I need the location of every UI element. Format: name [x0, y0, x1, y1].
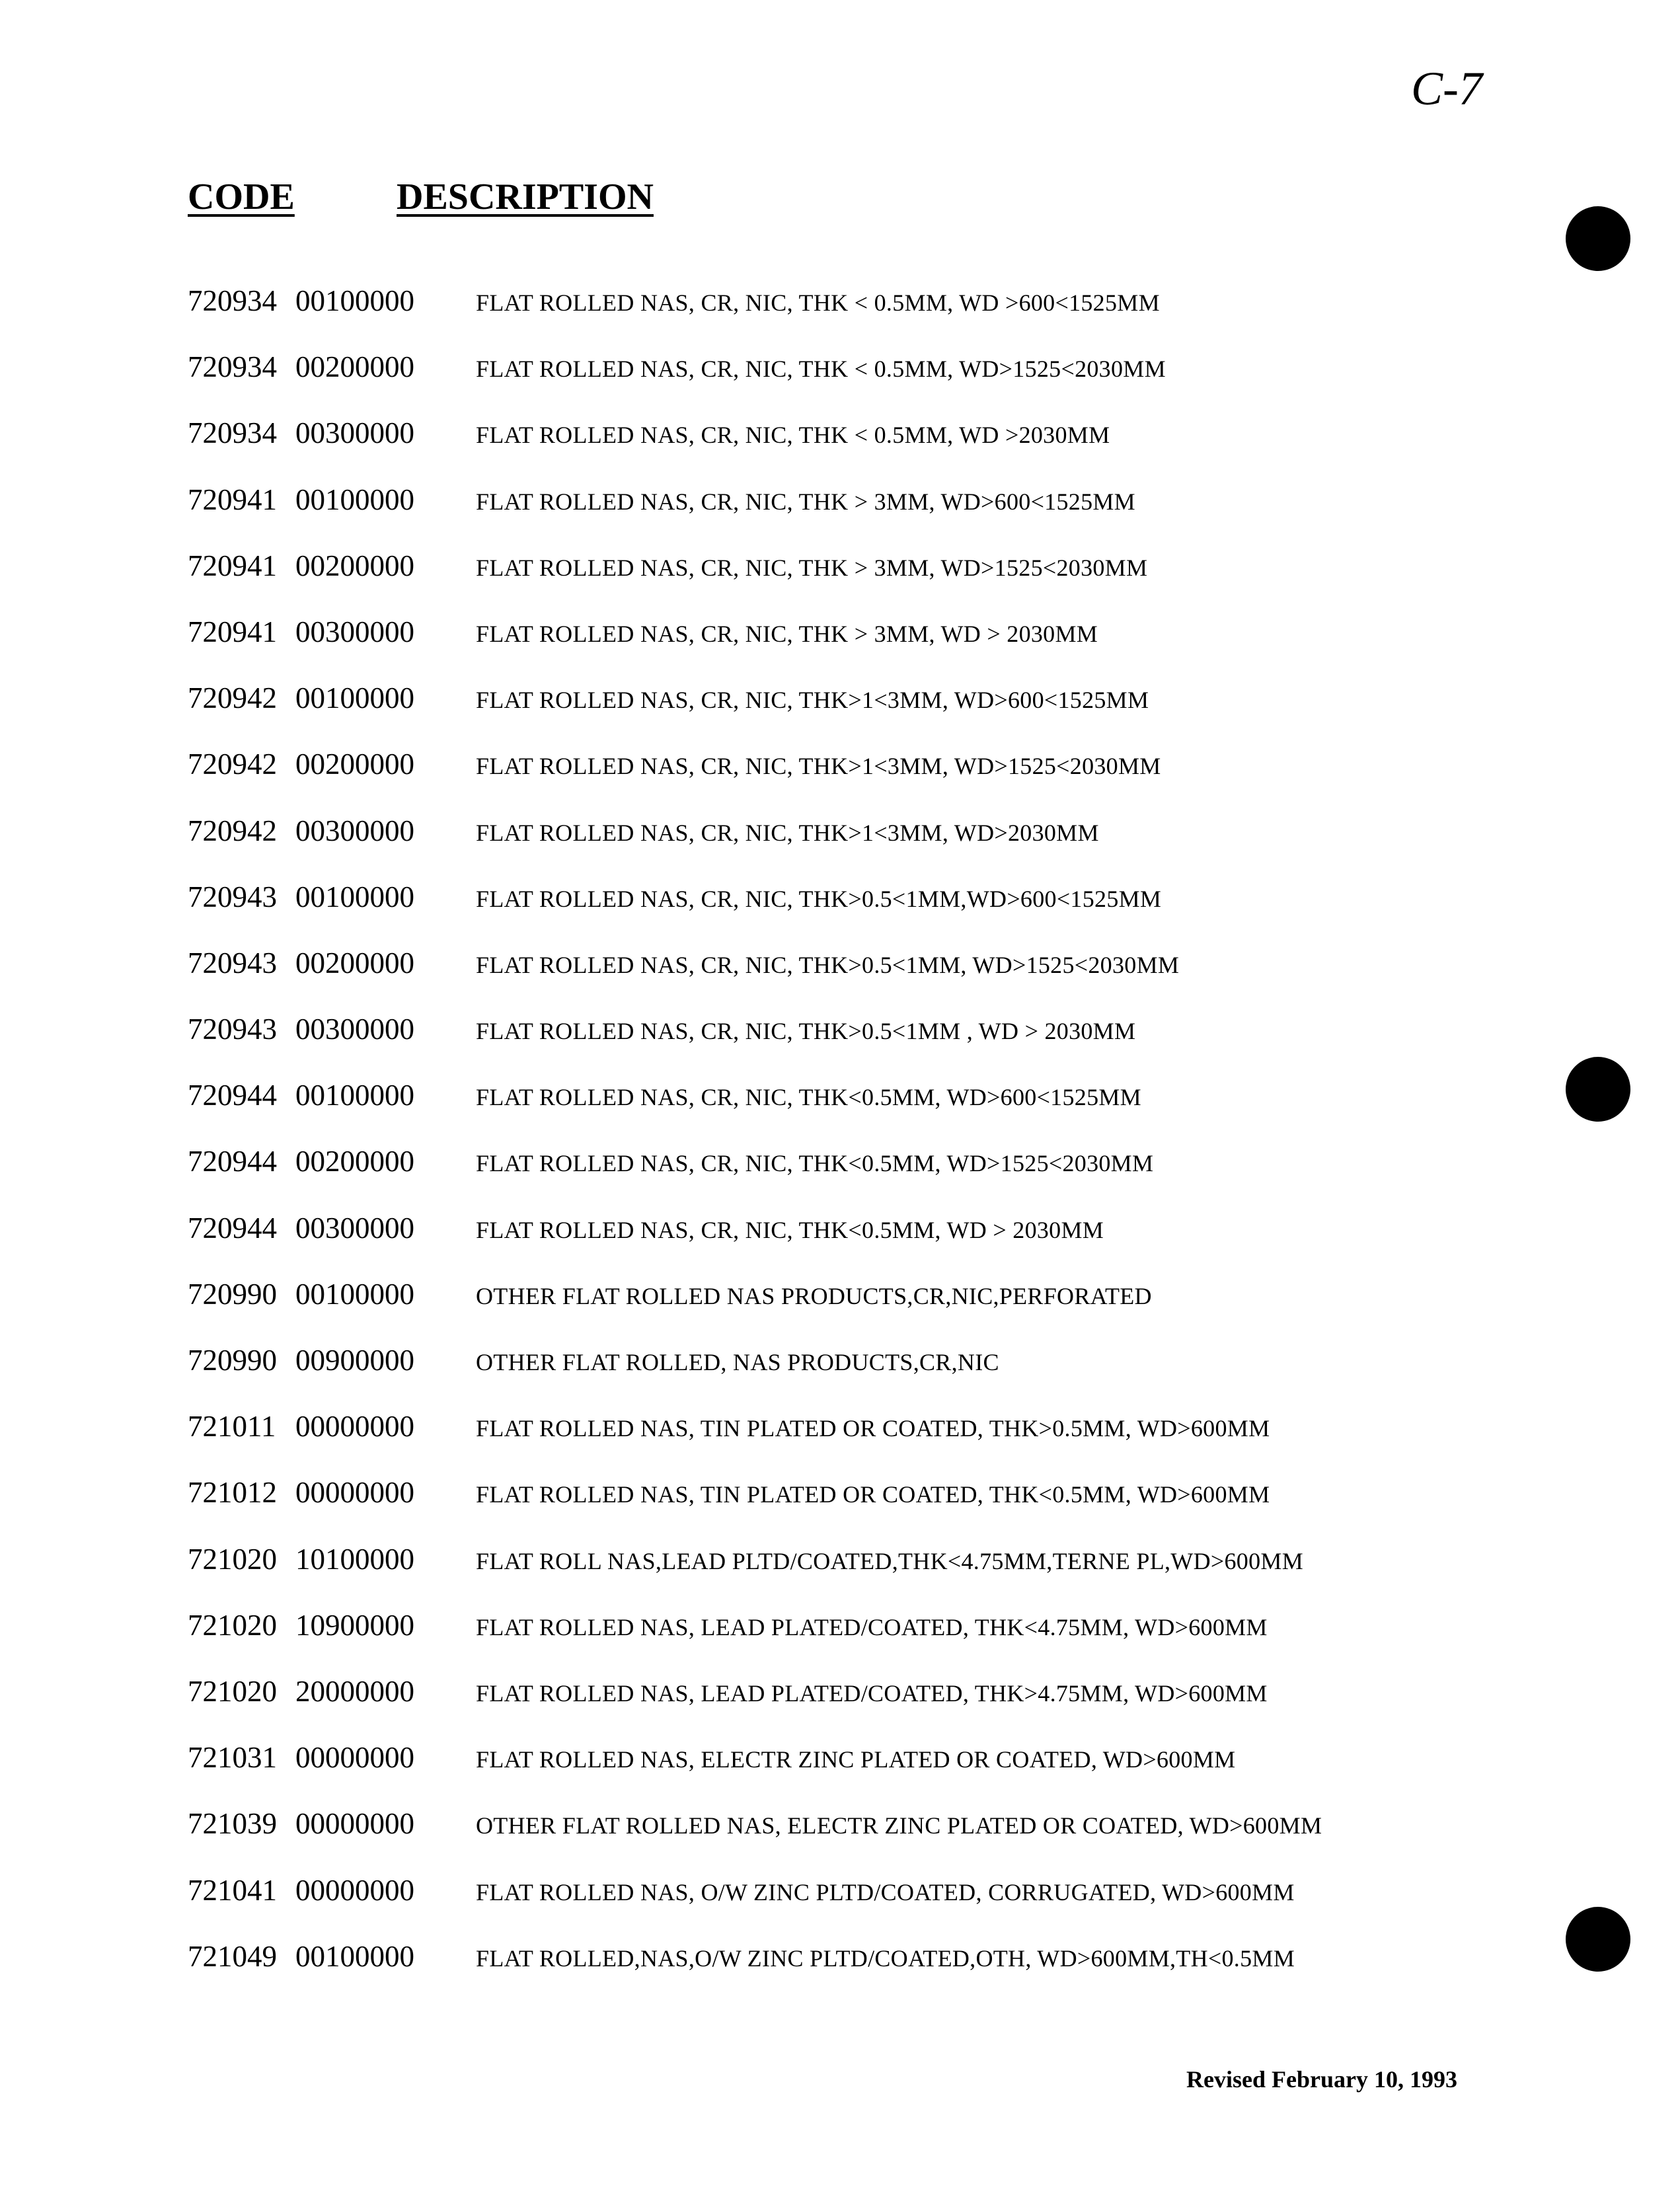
- table-row: [0, 615, 1680, 681]
- row-description: FLAT ROLLED NAS, CR, NIC, THK>1<3MM, WD>1525<2030MM: [476, 753, 1161, 780]
- row-code: 720934: [188, 350, 277, 384]
- row-subcode: 00000000: [295, 1410, 414, 1444]
- table-row: [0, 284, 1680, 350]
- row-code: 721011: [188, 1410, 276, 1444]
- row-description: FLAT ROLL NAS,LEAD PLTD/COATED,THK<4.75MM,TERNE PL,WD>600MM: [476, 1547, 1303, 1574]
- row-description: FLAT ROLLED NAS, LEAD PLATED/COATED, THK>4.75MM, WD>600MM: [476, 1679, 1268, 1707]
- row-subcode: 00300000: [295, 1211, 414, 1245]
- row-code: 720944: [188, 1079, 277, 1112]
- row-subcode: 00200000: [295, 350, 414, 384]
- row-code: 720990: [188, 1277, 277, 1311]
- table-row: [0, 1079, 1680, 1145]
- table-row: [0, 1278, 1680, 1344]
- row-description: OTHER FLAT ROLLED NAS PRODUCTS,CR,NIC,PERFORATED: [476, 1282, 1152, 1309]
- row-code: 721049: [188, 1939, 277, 1973]
- table-row: [0, 946, 1680, 1013]
- table-row: [0, 1013, 1680, 1079]
- row-description: FLAT ROLLED NAS, CR, NIC, THK < 0.5MM, WD>1525<2030MM: [476, 356, 1166, 383]
- row-description: FLAT ROLLED NAS, CR, NIC, THK>0.5<1MM, WD>1525<2030MM: [476, 951, 1180, 978]
- row-description: FLAT ROLLED,NAS,O/W ZINC PLTD/COATED,OTH, WD>600MM,TH<0.5MM: [476, 1945, 1295, 1972]
- row-subcode: 00200000: [295, 748, 414, 781]
- page-number: C-7: [1411, 62, 1482, 115]
- table-row: [0, 416, 1680, 482]
- table-row: [0, 1476, 1680, 1542]
- row-subcode: 00100000: [295, 284, 414, 317]
- row-code: 720943: [188, 1013, 277, 1046]
- table-row: [0, 1675, 1680, 1741]
- row-code: 720941: [188, 615, 277, 648]
- row-description: FLAT ROLLED NAS, TIN PLATED OR COATED, THK>0.5MM, WD>600MM: [476, 1415, 1270, 1442]
- row-subcode: 00000000: [295, 1807, 414, 1841]
- row-code: 720941: [188, 549, 277, 582]
- row-code: 720943: [188, 946, 277, 980]
- row-subcode: 00300000: [295, 814, 414, 847]
- row-subcode: 00300000: [295, 615, 414, 648]
- row-code: 720934: [188, 284, 277, 317]
- row-subcode: 00300000: [295, 416, 414, 450]
- row-subcode: 00100000: [295, 880, 414, 913]
- row-code: 721012: [188, 1476, 277, 1510]
- row-subcode: 00000000: [295, 1476, 414, 1510]
- row-description: FLAT ROLLED NAS, CR, NIC, THK>0.5<1MM , WD > 2030MM: [476, 1018, 1136, 1045]
- table-row: [0, 1212, 1680, 1278]
- row-subcode: 00000000: [295, 1741, 414, 1775]
- row-description: FLAT ROLLED NAS, CR, NIC, THK < 0.5MM, WD >2030MM: [476, 422, 1110, 449]
- punch-hole-top: [1566, 206, 1630, 271]
- row-code: 721031: [188, 1741, 277, 1775]
- row-description: FLAT ROLLED NAS, LEAD PLATED/COATED, THK<4.75MM, WD>600MM: [476, 1613, 1268, 1640]
- row-description: FLAT ROLLED NAS, CR, NIC, THK > 3MM, WD > 2030MM: [476, 620, 1098, 647]
- row-code: 720990: [188, 1344, 277, 1377]
- row-description: FLAT ROLLED NAS, CR, NIC, THK>1<3MM, WD>2030MM: [476, 819, 1099, 846]
- table-row: [0, 350, 1680, 416]
- column-header-description: DESCRIPTION: [397, 176, 654, 217]
- row-description: FLAT ROLLED NAS, TIN PLATED OR COATED, THK<0.5MM, WD>600MM: [476, 1481, 1270, 1508]
- row-code: 720942: [188, 814, 277, 847]
- table-row: [0, 1874, 1680, 1940]
- table-row: [0, 1807, 1680, 1873]
- row-description: FLAT ROLLED NAS, CR, NIC, THK<0.5MM, WD>1525<2030MM: [476, 1150, 1154, 1177]
- table-row: [0, 1344, 1680, 1410]
- row-code: 721020: [188, 1674, 277, 1708]
- row-code: 720942: [188, 748, 277, 781]
- row-subcode: 00000000: [295, 1873, 414, 1907]
- table-row: [0, 483, 1680, 549]
- row-subcode: 20000000: [295, 1674, 414, 1708]
- table-row: [0, 1543, 1680, 1609]
- code-list: [0, 284, 1680, 2006]
- row-subcode: 00100000: [295, 1277, 414, 1311]
- row-description: FLAT ROLLED NAS, O/W ZINC PLTD/COATED, CORRUGATED, WD>600MM: [476, 1878, 1295, 1906]
- table-row: [0, 1609, 1680, 1675]
- table-row: [0, 880, 1680, 946]
- row-subcode: 00100000: [295, 1079, 414, 1112]
- row-code: 720941: [188, 482, 277, 516]
- table-row: [0, 1940, 1680, 2006]
- row-subcode: 10900000: [295, 1608, 414, 1642]
- revision-note: Revised February 10, 1993: [1186, 2066, 1457, 2093]
- row-code: 720943: [188, 880, 277, 913]
- row-subcode: 00900000: [295, 1344, 414, 1377]
- row-subcode: 00200000: [295, 549, 414, 582]
- table-row: [0, 1741, 1680, 1807]
- row-description: OTHER FLAT ROLLED, NAS PRODUCTS,CR,NIC: [476, 1349, 999, 1375]
- row-subcode: 00100000: [295, 1939, 414, 1973]
- row-code: 721020: [188, 1542, 277, 1576]
- row-subcode: 00300000: [295, 1013, 414, 1046]
- row-code: 720934: [188, 416, 277, 450]
- row-description: OTHER FLAT ROLLED NAS, ELECTR ZINC PLATED OR COATED, WD>600MM: [476, 1812, 1322, 1839]
- row-description: FLAT ROLLED NAS, CR, NIC, THK<0.5MM, WD > 2030MM: [476, 1216, 1104, 1243]
- table-row: [0, 1410, 1680, 1476]
- table-row: [0, 1145, 1680, 1211]
- row-code: 721020: [188, 1608, 277, 1642]
- row-description: FLAT ROLLED NAS, CR, NIC, THK>1<3MM, WD>600<1525MM: [476, 687, 1149, 714]
- row-code: 721039: [188, 1807, 277, 1841]
- row-description: FLAT ROLLED NAS, CR, NIC, THK<0.5MM, WD>600<1525MM: [476, 1084, 1141, 1111]
- table-row: [0, 814, 1680, 880]
- row-subcode: 10100000: [295, 1542, 414, 1576]
- row-description: FLAT ROLLED NAS, CR, NIC, THK > 3MM, WD>1525<2030MM: [476, 554, 1148, 581]
- row-code: 720944: [188, 1211, 277, 1245]
- row-subcode: 00100000: [295, 681, 414, 715]
- column-header-code: CODE: [188, 176, 295, 217]
- table-row: [0, 549, 1680, 615]
- row-subcode: 00200000: [295, 946, 414, 980]
- row-subcode: 00200000: [295, 1145, 414, 1178]
- row-description: FLAT ROLLED NAS, CR, NIC, THK>0.5<1MM,WD>600<1525MM: [476, 885, 1162, 912]
- table-row: [0, 681, 1680, 748]
- row-description: FLAT ROLLED NAS, CR, NIC, THK > 3MM, WD>600<1525MM: [476, 488, 1135, 515]
- row-description: FLAT ROLLED NAS, CR, NIC, THK < 0.5MM, WD >600<1525MM: [476, 289, 1160, 316]
- row-code: 720942: [188, 681, 277, 715]
- row-subcode: 00100000: [295, 482, 414, 516]
- row-description: FLAT ROLLED NAS, ELECTR ZINC PLATED OR COATED, WD>600MM: [476, 1746, 1236, 1773]
- row-code: 720944: [188, 1145, 277, 1178]
- table-row: [0, 748, 1680, 814]
- row-code: 721041: [188, 1873, 277, 1907]
